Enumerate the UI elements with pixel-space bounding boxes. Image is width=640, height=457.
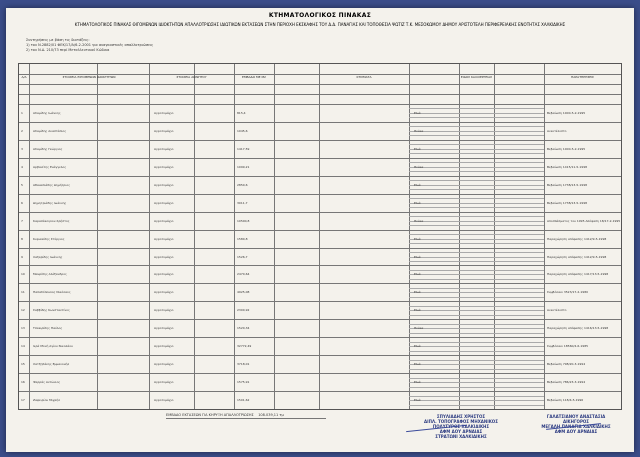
sub-row-divider — [409, 207, 544, 208]
owner-name: Χατζηδάκης Εμμανουήλ — [33, 362, 70, 367]
owner-name: Αδαμίδης Γεώργιος — [33, 146, 63, 151]
row-number: 4 — [21, 164, 23, 169]
note-line: Συντηρήσεις με βάση τις διατάξεις: — [26, 38, 90, 42]
crop-type: Ελιά — [414, 254, 421, 259]
owner-name: Τσακιρίδης Παύλος — [33, 326, 63, 331]
property-type: Αγροτεμάχιο — [154, 290, 174, 295]
sub-row-divider — [409, 144, 544, 145]
owner-name: Δημητριάδης Ιωάννης — [33, 200, 67, 205]
area-value: 1099,21 — [237, 164, 250, 169]
property-type: Αγροτεμάχιο — [154, 164, 174, 169]
row-number: 14 — [21, 344, 25, 349]
total-area — [166, 413, 284, 417]
stamp-line: ΣΠΥΛΙΑΔΗΣ ΧΡΗΣΤΟΣ — [436, 414, 486, 419]
area-value: 3718,01 — [237, 362, 250, 367]
column-divider — [97, 64, 98, 409]
sub-row-divider — [409, 216, 544, 217]
sub-row-divider — [409, 351, 544, 352]
area-value: 1520,34 — [237, 326, 250, 331]
crop-type: Ελιά — [414, 344, 421, 349]
crop-type: Πεύκα — [414, 326, 424, 331]
total-area-value: 108.039,11 τμ — [258, 413, 284, 417]
row-number: 13 — [21, 326, 25, 331]
sub-row-divider — [409, 387, 544, 388]
crop-type: Ελιά — [414, 398, 421, 403]
row-number: 6 — [21, 200, 23, 205]
sub-row-divider — [409, 369, 544, 370]
sub-row-divider — [409, 288, 544, 289]
table-row — [19, 104, 621, 105]
document-sheet — [6, 8, 634, 452]
row-number: 10 — [21, 272, 25, 277]
sub-row-divider — [409, 274, 544, 275]
column-header: ΠΑΡΑΤΗΡΗΣΕΙΣ — [571, 75, 594, 79]
sub-row-divider — [409, 342, 544, 343]
property-type: Αγροτεμάχιο — [154, 182, 174, 187]
row-number: 17 — [21, 398, 25, 403]
table-row — [19, 194, 621, 195]
sub-row-divider — [409, 135, 544, 136]
area-value: 1580,8 — [237, 236, 248, 241]
crop-type: Ελιά — [414, 362, 421, 367]
footer-divider — [166, 418, 326, 419]
property-type: Αγροτεμάχιο — [154, 326, 174, 331]
table-row — [19, 212, 621, 213]
property-type: Αγροτεμάχιο — [154, 398, 174, 403]
remarks: Αποσπάσματος του 1995 Απόφαση 18/17-2-1995 — [547, 218, 621, 223]
area-value: 815,4 — [237, 110, 246, 115]
remarks: Βεβαίωση 1738/13-5-1998 — [547, 200, 588, 205]
area-value: 10500,8 — [237, 218, 250, 223]
remarks: Βεβαίωση 1000-5-2-1995 — [547, 146, 586, 151]
column-header: ΣΤΟΙΧΕΙΑ ΑΚΙΝΗΤΟΥ — [176, 75, 207, 79]
column-divider — [544, 64, 545, 409]
remarks: Συμβόλαιο 3523/17-2-1980 — [547, 290, 589, 295]
area-value: 2470,64 — [237, 272, 250, 277]
table-row — [19, 391, 621, 392]
sub-row-divider — [409, 364, 544, 365]
stamp-line: ΠΟΛΥΓΥΡΟΣ ΧΑΛΚΙΔΙΚΗΣ — [432, 424, 490, 429]
remarks: Παραχώρηση απόφασης 1417/13-5-1998 — [547, 272, 609, 277]
remarks: Βεβαίωση 1738/13-5-1998 — [547, 182, 588, 187]
table-row — [19, 337, 621, 338]
property-type: Αγροτεμάχιο — [154, 344, 174, 349]
row-number: 12 — [21, 308, 25, 313]
owner-name: Ιερά Μονή Αγίου Νικολάου — [33, 344, 73, 349]
owner-name: Αρβανίτης Ευάγγελος — [33, 164, 67, 169]
owner-name: Σαββίδης Κωνσταντίνος — [33, 308, 70, 313]
crop-type: Πεύκα — [414, 128, 424, 133]
sub-row-divider — [409, 306, 544, 307]
header-divider — [19, 94, 621, 95]
column-divider — [194, 64, 195, 409]
crop-type: Ελιά — [414, 236, 421, 241]
sub-row-divider — [409, 162, 544, 163]
table-row — [19, 140, 621, 141]
column-divider — [29, 64, 30, 409]
owner-name: Μαυρίδης Αλέξανδρος — [33, 272, 67, 277]
owner-name: Αθανασιάδης Δημήτριος — [33, 182, 70, 187]
property-type: Αγροτεμάχιο — [154, 200, 174, 205]
sub-row-divider — [409, 324, 544, 325]
owner-name: Κυριακίδης Στέργιος — [33, 236, 65, 241]
crop-type: Ελιά — [414, 272, 421, 277]
sub-row-divider — [409, 405, 544, 406]
sub-row-divider — [409, 243, 544, 244]
remarks: Βεβαίωση 798/20-3-1994 — [547, 362, 586, 367]
area-value: 4925,08 — [237, 290, 250, 295]
document-title: ΚΤΗΜΑΤΟΛΟΓΙΚΟΣ ΠΙΝΑΚΑΣ — [268, 12, 372, 19]
sub-row-divider — [409, 292, 544, 293]
stamp-line: ΓΑΛΑΤΣΙΑΝΟΥ ΑΝΑΣΤΑΣΙΑ — [546, 414, 606, 419]
table-row — [19, 301, 621, 302]
column-divider — [409, 64, 410, 409]
remarks: Ανεκτέλεστο — [547, 128, 567, 133]
table-row — [19, 373, 621, 374]
column-header: ΣΤΟΙΧΕΙΑ ΘΙΓΟΜΕΝΩΝ ΙΔΙΟΚΤΗΤΩΝ — [62, 75, 116, 79]
property-type: Αγροτεμάχιο — [154, 110, 174, 115]
sub-row-divider — [409, 108, 544, 109]
surveyor-stamp — [401, 414, 521, 439]
crop-type: Ελιά — [414, 290, 421, 295]
sub-row-divider — [409, 225, 544, 226]
sub-row-divider — [409, 234, 544, 235]
sub-row-divider — [409, 297, 544, 298]
property-type: Αγροτεμάχιο — [154, 146, 174, 151]
row-number: 7 — [21, 218, 23, 223]
owner-name: Καρασάκογλου Χρήστος — [33, 218, 70, 223]
area-value: 2300,92 — [237, 308, 250, 313]
owner-name: Ψαρράς Αντώνιος — [33, 380, 61, 385]
owner-name: Ζαφειρίου Μιχαήλ — [33, 398, 61, 403]
area-value: 1501,62 — [237, 398, 250, 403]
area-value: 2850,6 — [237, 182, 248, 187]
sub-row-divider — [409, 328, 544, 329]
property-type: Αγροτεμάχιο — [154, 308, 174, 313]
remarks: Βεβαίωση 118/4-5-1996 — [547, 398, 584, 403]
stamp-line: ΔΙΠΛ. ΤΟΠΟΓΡΑΦΟΣ ΜΗΧΑΝΙΚΟΣ — [424, 419, 498, 424]
sub-row-divider — [409, 270, 544, 271]
sub-row-divider — [409, 252, 544, 253]
sub-row-divider — [409, 382, 544, 383]
sub-row-divider — [409, 171, 544, 172]
table-row — [19, 158, 621, 159]
property-type: Αγροτεμάχιο — [154, 128, 174, 133]
stamp-line: ΑΦΜ ΔΟΥ ΑΡΝΑΙΑΣ — [439, 429, 483, 434]
area-value: 1417,59 — [237, 146, 250, 151]
sub-row-divider — [409, 126, 544, 127]
stamp-line: ΔΙΚΗΓΟΡΟΣ — [562, 419, 590, 424]
sub-row-divider — [409, 396, 544, 397]
remarks: Βεβαίωση 1000-5-2-1995 — [547, 110, 586, 115]
column-divider — [274, 64, 275, 409]
sub-row-divider — [409, 180, 544, 181]
row-number: 8 — [21, 236, 23, 241]
column-divider — [459, 64, 460, 409]
sub-row-divider — [409, 198, 544, 199]
remarks: Παραχώρηση απόφασης 1412/9-5-1998 — [547, 236, 607, 241]
crop-type: Πεύκα — [414, 218, 424, 223]
remarks: Βεβαίωση 1415/11-5-1998 — [547, 164, 588, 169]
crop-type: Ελιά — [414, 380, 421, 385]
table-row — [19, 122, 621, 123]
sub-row-divider — [409, 333, 544, 334]
column-divider — [149, 64, 150, 409]
sub-row-divider — [409, 279, 544, 280]
remarks: Ανεκτέλεστο — [547, 308, 567, 313]
property-type: Αγροτεμάχιο — [154, 380, 174, 385]
area-value: 3011,7 — [237, 200, 248, 205]
crop-type: Ελιά — [414, 146, 421, 151]
property-type: Αγροτεμάχιο — [154, 218, 174, 223]
table-row — [19, 176, 621, 177]
column-divider — [234, 64, 235, 409]
remarks: Συμβόλαιο 18560/4-6-1985 — [547, 344, 589, 349]
crop-type: Ελιά — [414, 110, 421, 115]
note-line: 1) του Ν.2882/01 ΦΕΚ/17/Α/6-2-2001 για αναγκαστικές απαλλοτριώσεις — [26, 43, 154, 47]
stamp-line: ΜΕΓΑΛΗ ΠΑΝΑΓΙΑ ΧΑΛΚΙΔΙΚΗΣ — [541, 424, 611, 429]
crop-type: Ελιά — [414, 200, 421, 205]
row-number: 5 — [21, 182, 23, 187]
crop-type: Πεύκα — [414, 164, 424, 169]
column-header: ΕΙΔΟΣ ΚΑΛΛΙΕΡΓΕΙΑΣ — [460, 75, 493, 79]
document-subtitle: ΚΤΗΜΑΤΟΛΟΓΙΚΟΣ ΠΙΝΑΚΑΣ ΘΙΓΟΜΕΝΩΝ ΙΔΙΟΚΤΗΤΩΝ ΑΠΑΛΛΟΤΡΙΩΣΗΣ ΙΔΙΩΤΙΚΩΝ ΕΚΤΑΣΕΩΝ ΣΤΗΝ ΠΕΡΙΟΧΗ ΕΚΣΚΑΦΗΣ ΤΟΥ Δ.Δ. ΠΑΝΑΓΙΑΣ ΚΑΙ ΤΟΠΟΘΕΣΙΑ ΨΩΤΙΖ Τ.Κ. ΜΕΣΟΚΩΜΟΥ ΔΗΜΟΥ ΑΡΙΣΤΟΤΕΛΗ ΠΕΡΙΦΕΡΕΙΑΚΗΣ ΕΝΟΤΗΤΑΣ ΧΑΛΚΙΔΙΚΗΣ — [74, 22, 566, 27]
sub-row-divider — [409, 117, 544, 118]
note-line: 2) του Ν.Δ. 210/73 περί Μεταλλευτικού Κώδικα — [26, 48, 110, 52]
sub-row-divider — [409, 360, 544, 361]
owner-name: Παπαδόπουλος Νικόλαος — [33, 290, 71, 295]
table-row — [19, 319, 621, 320]
legal-notes — [26, 38, 153, 53]
row-number: 15 — [21, 362, 25, 367]
property-type: Αγροτεμάχιο — [154, 362, 174, 367]
sub-row-divider — [409, 153, 544, 154]
table-row — [19, 248, 621, 249]
column-header: ΚΤΙΣΜΑΤΑ — [356, 75, 372, 79]
area-value: 1045,6 — [237, 128, 248, 133]
sub-row-divider — [409, 189, 544, 190]
table-row — [19, 230, 621, 231]
row-number: 11 — [21, 290, 25, 295]
sub-row-divider — [409, 346, 544, 347]
stamp-line: ΑΦΜ ΔΟΥ ΑΡΝΑΙΑΣ — [554, 429, 598, 434]
property-type: Αγροτεμάχιο — [154, 236, 174, 241]
column-header: ΕΜΒΑΔΟ ΜΕ Μ2 — [242, 75, 266, 79]
crop-type: Ελιά — [414, 308, 421, 313]
row-number: 3 — [21, 146, 23, 151]
remarks: Παραχώρηση απόφασης 1416/13-5-1998 — [547, 326, 609, 331]
column-divider — [319, 64, 320, 409]
area-value: 1526,7 — [237, 254, 248, 259]
owner-name: Λαζαρίδης Ιωάννης — [33, 254, 63, 259]
column-header: Α/Α — [21, 75, 27, 79]
area-value: 1575,91 — [237, 380, 250, 385]
sub-row-divider — [409, 378, 544, 379]
owner-name: Αδαμίδης Αναστάσιος — [33, 128, 67, 133]
sub-row-divider — [409, 400, 544, 401]
remarks: Παραχώρηση απόφασης 1412/9-5-1998 — [547, 254, 607, 259]
row-number: 9 — [21, 254, 23, 259]
column-divider — [494, 64, 495, 409]
crop-type: Ελιά — [414, 182, 421, 187]
property-type: Αγροτεμάχιο — [154, 254, 174, 259]
row-number: 16 — [21, 380, 25, 385]
table-row — [19, 283, 621, 284]
sub-row-divider — [409, 261, 544, 262]
remarks: Βεβαίωση 786/23-3-1994 — [547, 380, 586, 385]
area-value: 32772,49 — [237, 344, 252, 349]
lawyer-stamp — [526, 414, 626, 434]
property-table — [18, 63, 622, 410]
table-row — [19, 355, 621, 356]
row-number: 2 — [21, 128, 23, 133]
table-row — [19, 265, 621, 266]
property-type: Αγροτεμάχιο — [154, 272, 174, 277]
sub-row-divider — [409, 310, 544, 311]
total-area-label: ΕΜΒΑΔΟ ΕΚΤΑΣΕΩΝ ΓΙΑ ΚΗΡΥΞΗ ΑΠΑΛΛΟΤΡΙΩΣΗΣ — [166, 413, 254, 417]
header-divider — [19, 84, 621, 85]
owner-name: Αδαμίδης Ιωάννης — [33, 110, 61, 115]
row-number: 1 — [21, 110, 23, 115]
stamp-line: ΣΤΡΑΤΩΝΙ ΧΑΛΚΙΔΙΚΗΣ — [435, 434, 487, 439]
sub-row-divider — [409, 315, 544, 316]
